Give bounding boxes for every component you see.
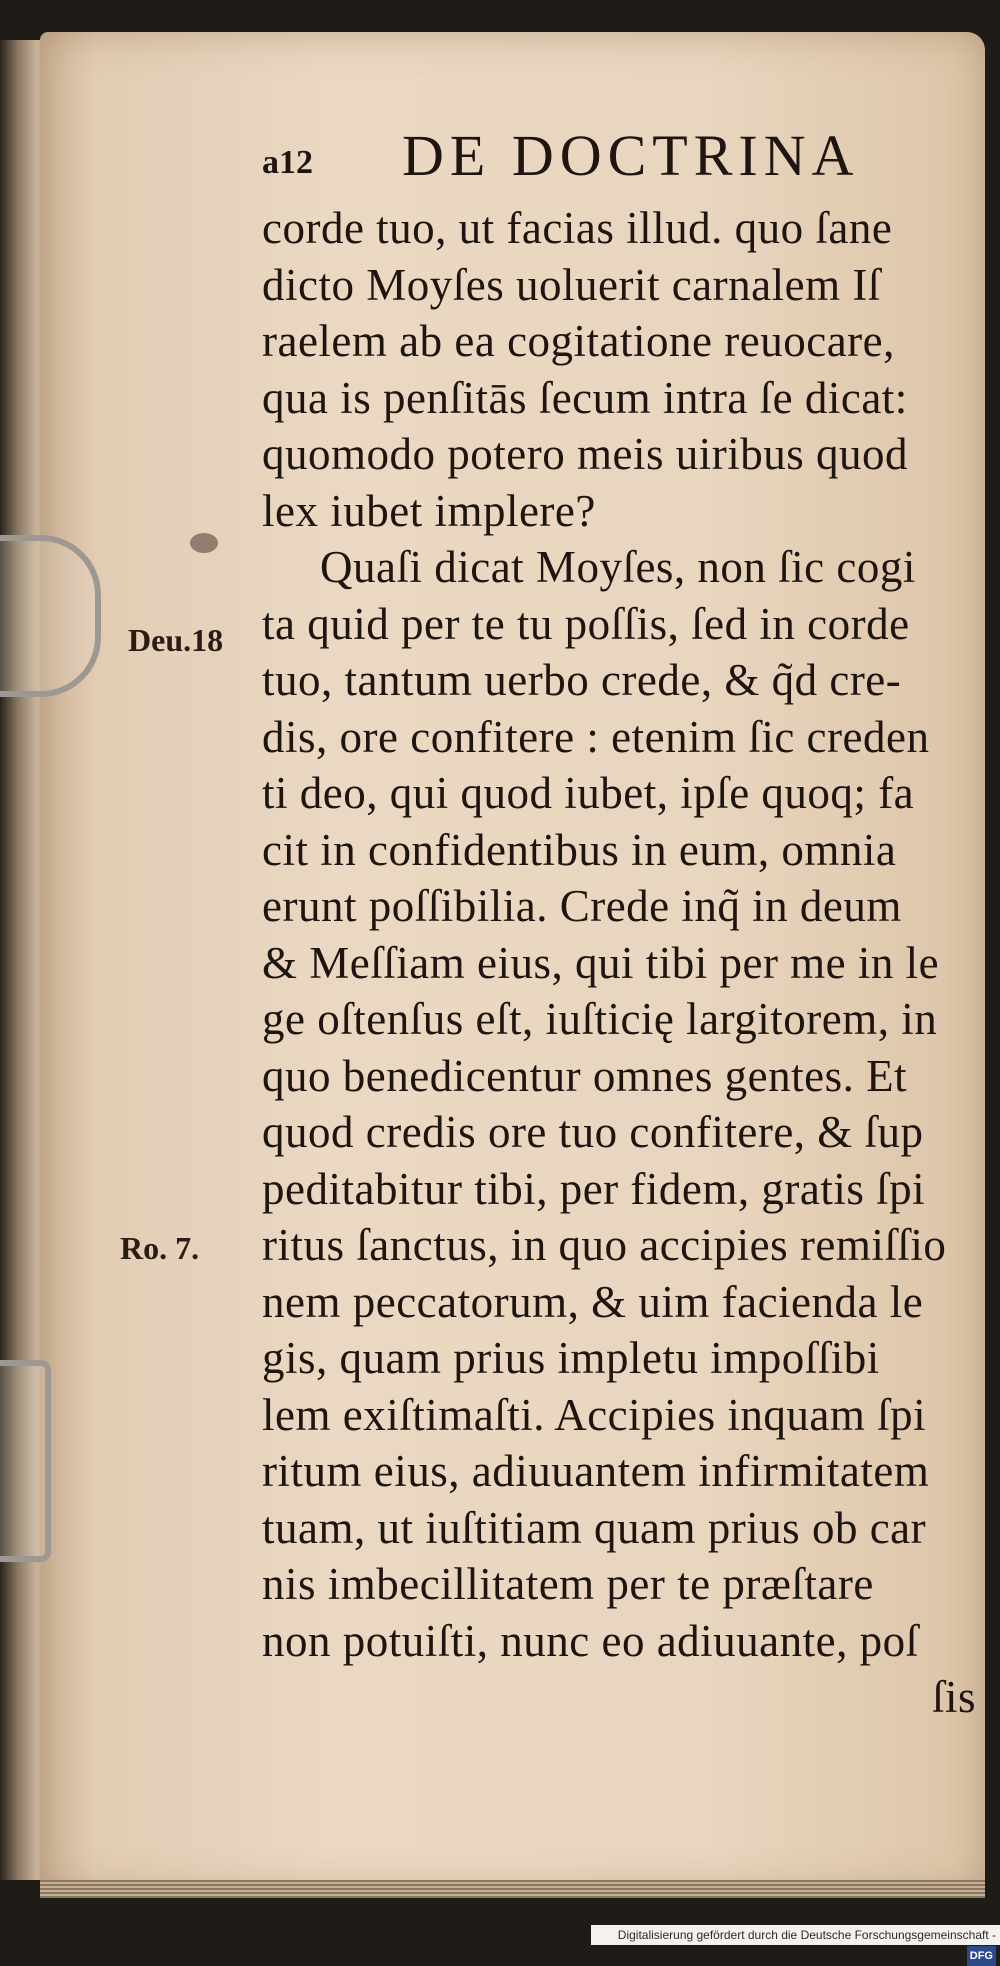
text-line: tuam, ut iuſtitiam quam prius ob car [262,1502,927,1553]
text-line: non potuiſti, nunc eo adiuuante, poſ [262,1615,919,1666]
text-line: cit in confidentibus in eum, omnia [262,824,897,875]
running-head: DE DOCTRINA [402,123,860,188]
page-number: a12 [262,144,313,181]
book-clasp [0,535,101,697]
text-line: & Meſſiam eius, qui tibi per me in le [262,937,940,988]
text-line: raelem ab ea cogitatione reuocare, [262,316,895,366]
text-line: qua is penſitās ſecum intra ſe dicat: [262,372,908,423]
text-line: ta quid per te tu poſſis, ſed in corde [262,598,910,649]
text-line: nis imbecillitatem per te præſtare [262,1559,874,1609]
text-line: peditabitur tibi, per fidem, gratis ſpi [262,1163,926,1214]
text-line: corde tuo, ut facias illud. quo ſane [262,203,893,253]
text-line: Quaſi dicat Moyſes, non ſic cogi [320,542,916,592]
digitization-credit [591,1925,1000,1962]
credit-text: Digitalisierung gefördert durch die Deutsche Forschungsgemeinschaft - [617,1928,996,1942]
text-line: ritus ſanctus, in quo accipies remiſſio [262,1220,947,1270]
text-line: gis, quam prius impletu impoſſibi [262,1333,880,1383]
body-text [262,138,982,1726]
text-line: ritum eius, adiuuantem infirmitatem [262,1446,930,1496]
text-line: nem peccatorum, & uim facienda le [262,1276,924,1327]
page-edges [40,1880,985,1898]
text-line: dicto Moyſes uoluerit carnalem Iſ [262,259,881,310]
text-line: lem exiſtimaſti. Accipies inquam ſpi [262,1389,927,1440]
text-line: lex iubet implere? [262,485,596,536]
text-line: dis, ore confitere : etenim ſic creden [262,711,930,762]
text-line: ge oſtenſus eſt, iuſticię largitorem, in [262,994,938,1044]
book-clasp-lower [0,1360,51,1562]
margin-note-deu: Deu.18 [128,622,224,658]
text-line: quo benedicentur omnes gentes. Et [262,1050,908,1101]
text-line: erunt poſſibilia. Crede inq̃ in deum [262,881,902,931]
catchword: ſis [932,1672,977,1722]
dfg-logo: DFG [967,1946,996,1966]
text-line: quomodo potero meis uiribus quod [262,429,908,479]
text-line: tuo, tantum uerbo crede, & q̃d cre- [262,655,902,705]
text-line: ti deo, qui quod iubet, ipſe quoq; fa [262,768,915,818]
ink-blot [190,533,218,553]
text-line: quod credis ore tuo confitere, & ſup [262,1107,924,1157]
margin-note-ro: Ro. 7. [120,1230,200,1266]
